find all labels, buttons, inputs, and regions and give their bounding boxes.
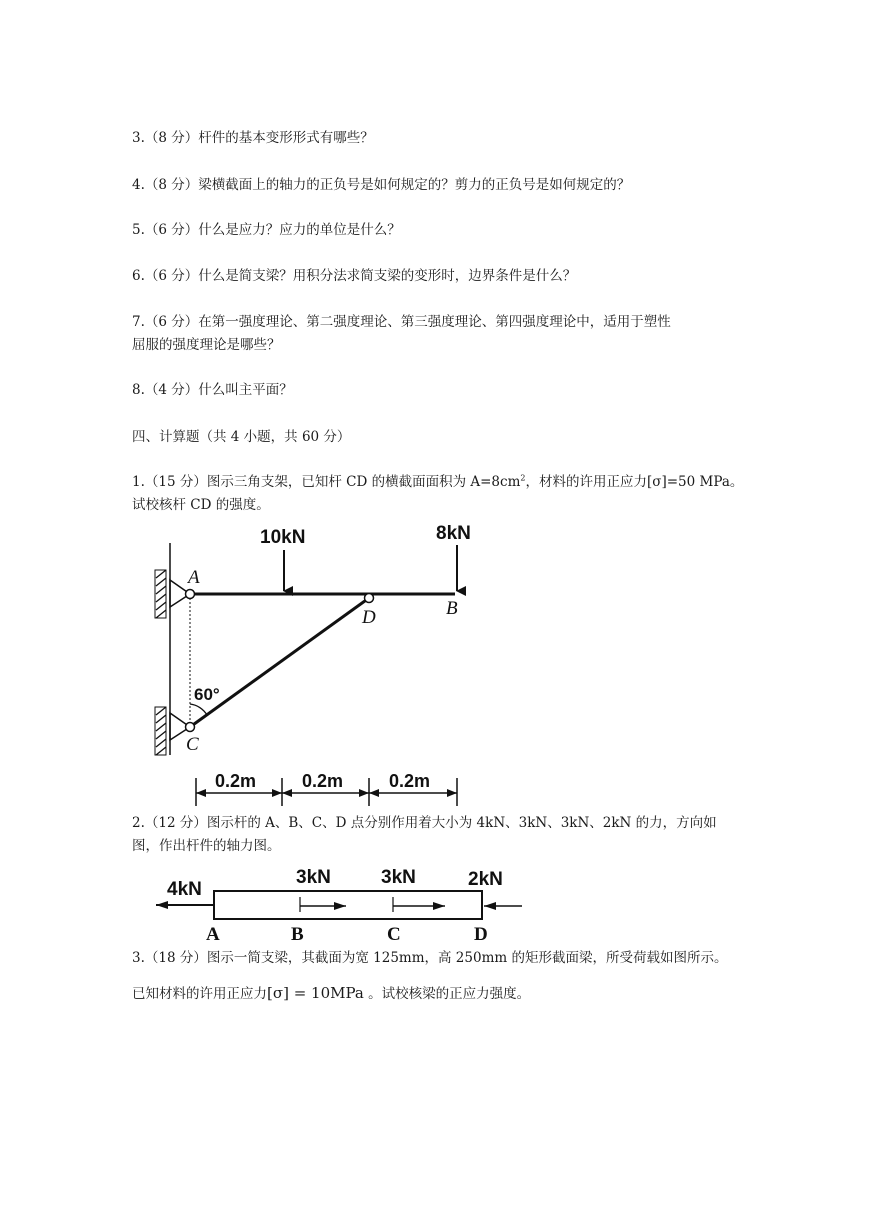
bar-body (214, 891, 482, 919)
force-label-c: 3kN (381, 867, 416, 888)
figure-triangular-bracket (140, 520, 500, 810)
dim-label-1: 0.2m (215, 771, 257, 791)
question-7-line1: 7.（6 分）在第一强度理论、第二强度理论、第三强度理论、第四强度理论中，适用于塑性 (132, 314, 671, 330)
problem-3-line2 (132, 983, 530, 1004)
problem-3-text-b: 。试校核梁的正应力强度。 (363, 986, 531, 1002)
bar-point-a: A (206, 924, 220, 945)
pin-d (365, 594, 374, 603)
problem-1-superscript: 2 (520, 473, 526, 483)
question-7-line2: 屈服的强度理论是哪些？ (132, 337, 281, 353)
problem-2-line2: 图，作出杆件的轴力图。 (132, 838, 281, 854)
bar-point-d: D (474, 924, 488, 945)
problem-3-text-a: 已知材料的许用正应力 (132, 986, 267, 1002)
label-point-c: C (186, 734, 199, 755)
bar-point-b: B (291, 924, 304, 945)
load-label-8kn: 8kN (436, 523, 471, 544)
wall-hatch-upper (155, 570, 166, 618)
section-heading: 四、计算题（共 4 小题，共 60 分） (132, 429, 351, 445)
wall-hatch-lower (155, 707, 166, 755)
figure-axial-bar (145, 860, 535, 946)
question-8: 8.（4 分）什么叫主平面？ (132, 382, 293, 398)
force-label-a: 4kN (167, 879, 202, 900)
force-label-b: 3kN (296, 867, 331, 888)
problem-1-text-b: ，材料的许用正应力[σ]=50 MPa。 (525, 474, 744, 490)
question-4: 4.（8 分）梁横截面上的轴力的正负号是如何规定的？剪力的正负号是如何规定的？ (132, 177, 631, 193)
problem-1-text-a: 1.（15 分）图示三角支架，已知杆 CD 的横截面面积为 A=8cm (132, 474, 521, 490)
problem-3-line1: 3.（18 分）图示一简支梁，其截面为宽 125mm，高 250mm 的矩形截面梁，所受荷载如图所示。 (132, 950, 728, 966)
label-angle: 60° (194, 685, 220, 704)
question-3: 3.（8 分）杆件的基本变形形式有哪些？ (132, 130, 374, 146)
pin-c (186, 723, 195, 732)
strut-cd (190, 598, 369, 727)
problem-1-line1 (132, 472, 743, 492)
problem-3-formula: [σ] = 10MPa (267, 984, 364, 1002)
problem-1-line2: 试校核杆 CD 的强度。 (132, 497, 270, 513)
bar-point-c: C (387, 924, 401, 945)
dim-label-2: 0.2m (302, 771, 344, 791)
angle-arc (190, 704, 207, 715)
pin-a (186, 590, 195, 599)
load-label-10kn: 10kN (260, 527, 306, 548)
question-5: 5.（6 分）什么是应力？应力的单位是什么？ (132, 222, 401, 238)
label-point-b: B (446, 598, 458, 619)
dim-label-3: 0.2m (389, 771, 431, 791)
force-label-d: 2kN (468, 869, 503, 890)
problem-2-line1: 2.（12 分）图示杆的 A、B、C、D 点分别作用着大小为 4kN、3kN、3kN、2kN 的力，方向如 (132, 815, 717, 831)
label-point-a: A (188, 567, 200, 588)
question-6: 6.（6 分）什么是简支梁？用积分法求简支梁的变形时，边界条件是什么？ (132, 268, 577, 284)
label-point-d: D (362, 607, 376, 628)
